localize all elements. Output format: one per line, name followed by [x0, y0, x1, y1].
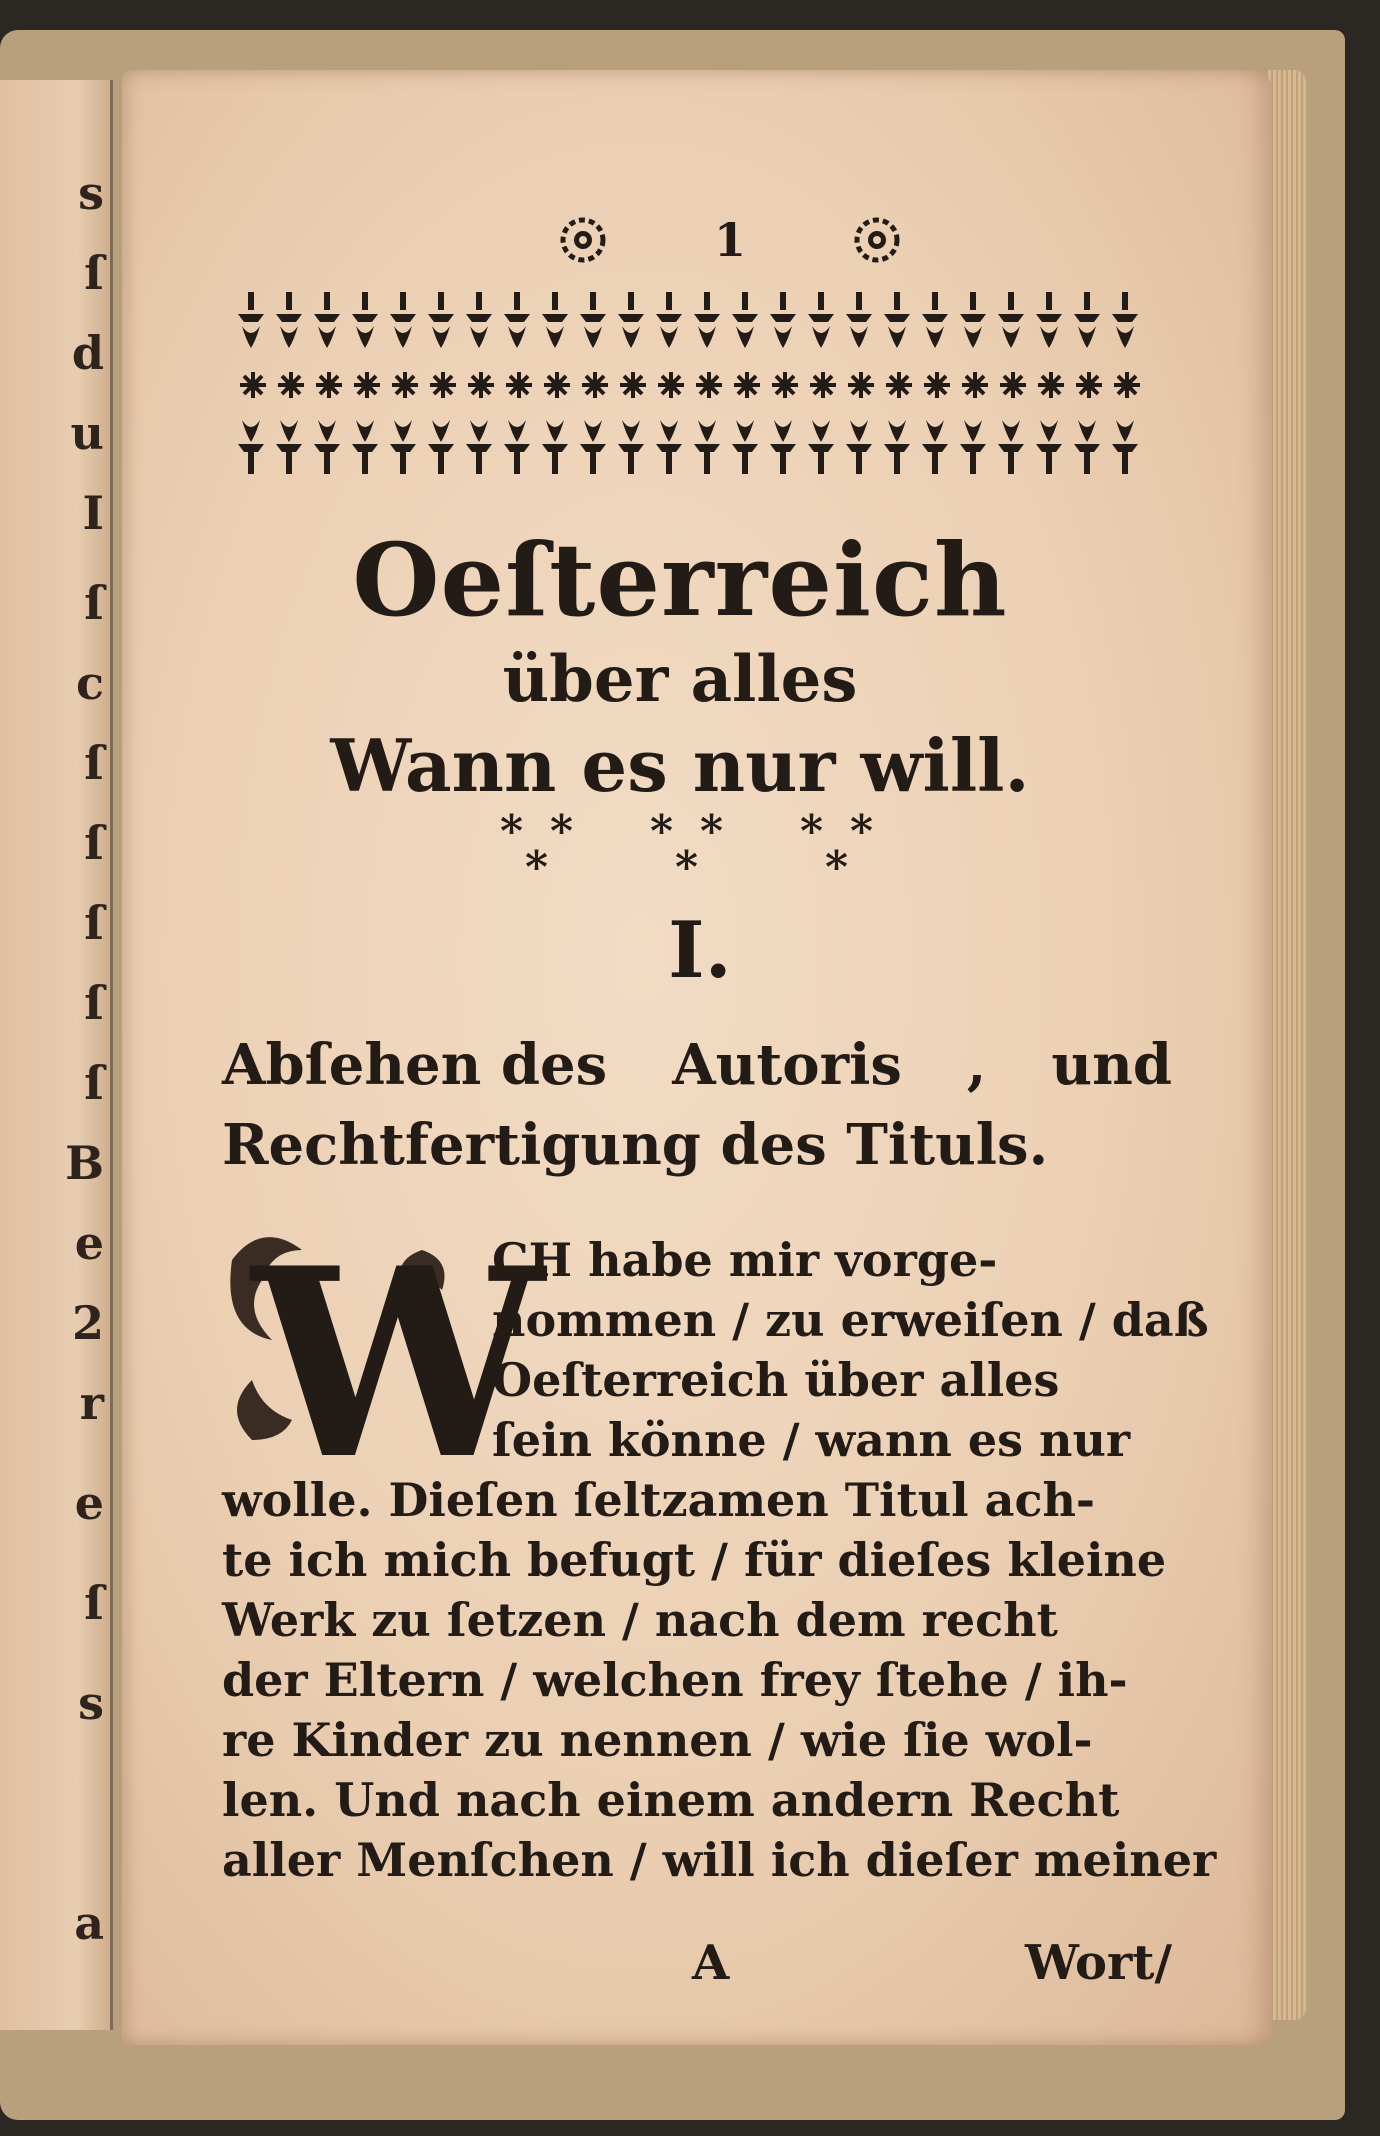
text-line: len. Und nach einem andern Recht [222, 1773, 1120, 1827]
left-fragment-char: ſ [84, 576, 104, 630]
title-line-2: über alles [502, 642, 858, 717]
svg-text:*: * [825, 842, 849, 893]
left-fragment-char: 2 [71, 1296, 104, 1350]
left-fragment-char: ſ [84, 1576, 104, 1630]
page-footer [222, 1935, 1172, 1991]
page-header [560, 205, 900, 275]
chapter-number: I. [668, 905, 732, 996]
text-line: Werk zu ſetzen / nach dem recht [222, 1593, 1058, 1647]
left-fragment-char: c [75, 656, 104, 710]
page-number: 1 [713, 213, 746, 267]
left-fragment-char: ſ [84, 736, 104, 790]
text-line: te ich mich befugt / für dieſes kleine [222, 1533, 1167, 1587]
svg-text:*: * [850, 806, 874, 857]
svg-text:*: * [525, 842, 549, 893]
left-fragment-char: B [65, 1136, 104, 1190]
signature-mark: A [692, 1935, 730, 1991]
text-line: ſein könne / wann es nur [492, 1413, 1131, 1467]
text-line: nommen / zu erweiſen / daß [492, 1293, 1209, 1347]
heading-word: Abſehen des [222, 1032, 608, 1098]
rosette-ornament-icon [560, 217, 606, 263]
left-fragment-char: ſ [84, 896, 104, 950]
left-fragment-char: I [82, 486, 104, 540]
left-fragment-char: e [74, 1476, 104, 1530]
heading-word: Autoris [672, 1032, 902, 1098]
svg-text:*: * [500, 806, 524, 857]
left-fragment-char: ſ [84, 246, 104, 300]
text-line: re Kinder zu nennen / wie ſie wol- [222, 1713, 1093, 1767]
typographic-ornament-band [238, 290, 1168, 515]
title-line-3: Wann es nur will. [330, 723, 1030, 808]
page-edges [1268, 70, 1306, 2020]
heading-line-2: Rechtfertigung des Tituls. [222, 1112, 1049, 1178]
svg-text:*: * [700, 806, 724, 857]
left-fragment-char: ſ [84, 1056, 104, 1110]
left-fragment-char: u [70, 406, 104, 460]
heading-word: und [1051, 1032, 1172, 1098]
left-fragment-char: s [78, 1676, 104, 1730]
left-fragment-char: ſ [84, 816, 104, 870]
left-page-fragment [0, 80, 113, 2030]
left-fragment-char: r [79, 1376, 104, 1430]
text-line: Oeſterreich über alles [492, 1353, 1060, 1407]
catchword: Wort/ [1025, 1935, 1172, 1991]
text-line: wolle. Dieſen ſeltzamen Titul ach- [222, 1473, 1096, 1527]
title-block [180, 520, 1180, 812]
svg-text:*: * [800, 806, 824, 857]
text-line: der Eltern / welchen frey ſtehe / ih- [222, 1653, 1128, 1707]
left-fragment-char: a [74, 1896, 104, 1950]
heading-word: , [966, 1032, 987, 1098]
left-fragment-char: s [78, 166, 104, 220]
left-fragment-char: d [71, 326, 104, 380]
asterism-ornament-icon [480, 806, 900, 893]
text-line: CH habe mir vorge- [492, 1233, 998, 1287]
svg-text:*: * [675, 842, 699, 893]
left-fragment-char: e [74, 1216, 104, 1270]
svg-text:*: * [650, 806, 674, 857]
title-line-1: Oeſterreich [352, 521, 1008, 639]
body-text [222, 1230, 1217, 1890]
svg-text:*: * [550, 806, 574, 857]
chapter-heading [222, 1025, 1172, 1185]
rosette-ornament-icon [854, 217, 900, 263]
text-line: aller Menſchen / will ich dieſer meiner [222, 1833, 1217, 1887]
left-fragment-char: ſ [84, 976, 104, 1030]
initial-letter: W [252, 1212, 544, 1517]
